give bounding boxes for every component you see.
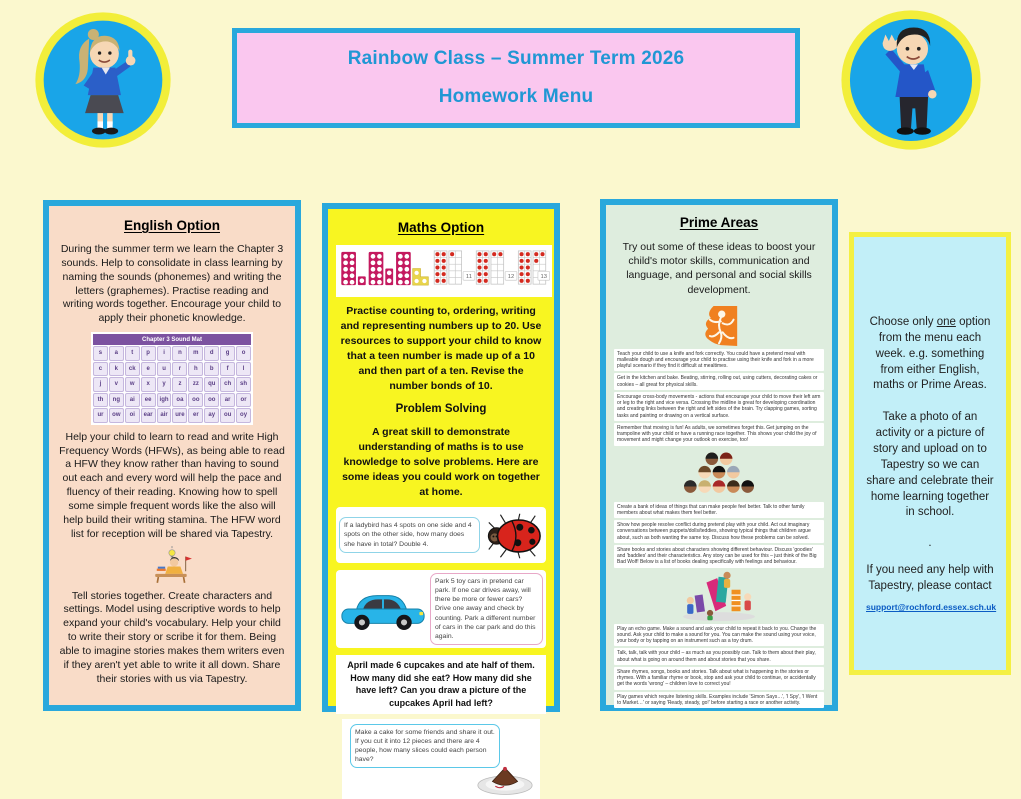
tip-item: Remember that moving is fun! As adults, we sometimes forget this. Get jumping on the trampoline with your child or have a running race together. This shows your child the joy of movement and might change your outlook on exercise, too!	[614, 423, 824, 446]
sound-tile: r	[172, 362, 187, 377]
sound-tile: p	[141, 346, 156, 361]
sound-tile: i	[157, 346, 172, 361]
sound-tile: oa	[172, 393, 187, 408]
sound-tile: c	[93, 362, 108, 377]
sound-tile: n	[172, 346, 187, 361]
ladybird-icon	[483, 510, 543, 560]
sound-tile: l	[236, 362, 251, 377]
sound-tile: th	[93, 393, 108, 408]
english-para-2: Help your child to learn to read and write High Frequency Words (HFWs), as being able to read a HFW they know rather than having to sound out each and every word will help the pace and fluency of their reading. Knowing how to spell some simple frequent words like the also will help build their writing stamina. The HFW word list for reception will be shared via Tapestry.	[59, 430, 285, 540]
english-option-panel	[43, 200, 301, 711]
dot-text: .	[928, 537, 932, 550]
sound-tile: ck	[125, 362, 140, 377]
choose-option-text-one: one	[936, 316, 956, 328]
maths-para-1: Practise counting to, ordering, writing and representing numbers up to 20. Use resources to support your child to know that a teen number is made up of a 10 and then part of a ten. Revise the number bonds of 10.	[340, 305, 542, 392]
tip-item: Create a bank of ideas of things that can make people feel better. Talk to other family members about what makes them feel better.	[614, 502, 824, 519]
sound-tile: f	[220, 362, 235, 377]
sound-tile: x	[141, 377, 156, 392]
svg-text:12: 12	[507, 273, 515, 280]
tip-item: Share rhymes, songs, books and stories. Talk about what is happening in the stories or rhymes. With a familiar rhyme or book, stop and ask your child to continue, or accidentally get the words 'wrong' – children love to correct you!	[614, 667, 824, 690]
sound-tile: er	[188, 408, 203, 423]
sound-tile: s	[93, 346, 108, 361]
storyteller-icon	[151, 548, 193, 584]
boy-pupil-avatar	[840, 6, 982, 159]
sound-tile: j	[93, 377, 108, 392]
sound-tile: e	[141, 362, 156, 377]
car-problem-text: Park 5 toy cars in pretend car park. If one car drives away, will there be more or fewer cars? Drive one away and check by counting. Park a different number of cars in the car park and do this again.	[430, 573, 543, 645]
page-title: Rainbow Class – Summer Term 2026	[347, 48, 685, 70]
toy-car-icon	[339, 586, 427, 632]
sound-tile: air	[157, 408, 172, 423]
sound-tile: h	[188, 362, 203, 377]
boy-pupil-waving-icon	[840, 6, 982, 154]
sound-tile: g	[220, 346, 235, 361]
playground-icon	[675, 570, 763, 622]
choose-option-text-c: option from the menu each week. e.g. something from either English, maths or Prime Areas.	[873, 316, 991, 392]
cake-icon	[474, 761, 536, 796]
sound-tile: b	[204, 362, 219, 377]
choose-option-text-a: Choose only	[869, 316, 937, 328]
cake-problem-card	[342, 719, 540, 799]
tip-item: Encourage cross-body movements - actions that encourage your child to move their left arm or leg to the right and vice versa. Crossing the midline is great for developing coordination and creating links between the right and left sides of the brain. Try clapping games, sorting tasks and painting or drawing on a vertical surface.	[614, 392, 824, 421]
faces-pyramid-icon	[677, 448, 761, 500]
sound-tile: z	[172, 377, 187, 392]
sound-tile: sh	[236, 377, 251, 392]
cake-problem-text: Make a cake for some friends and share it out. If you cut it into 12 pieces and there are 4 people, how many slices could each person have?	[350, 724, 500, 769]
sound-tile: v	[109, 377, 124, 392]
dancer-icon	[699, 305, 739, 347]
sound-tile: ay	[204, 408, 219, 423]
tip-item: Share books and stories about characters showing different behaviour. Discuss 'goodies' and 'baddies' and their characteristics. Any story can be used for this – just think of the Big Bad Wolf! Below is a list of books dealing specifically with feelings and behaviour.	[614, 545, 824, 568]
sound-mat-image	[91, 332, 253, 425]
sound-tile: w	[125, 377, 140, 392]
tip-item: Show how people resolve conflict during pretend play with your child. Act out imaginary conversations between puppets/dolls/teddies, showing typical things that children argue about, such as both wanting the same toy. Discuss how these problems can be solved.	[614, 520, 824, 543]
sound-tile: a	[109, 346, 124, 361]
tip-item: Play games which require listening skills. Examples include 'Simon Says…', 'I Spy', 'I Went to Market…' or saying 'Ready, steady, go!' before starting a race or another activity.	[614, 692, 824, 709]
sound-tile: oy	[236, 408, 251, 423]
tapestry-upload-text: Take a photo of an activity or a picture of story and upload on to Tapestry so we can share and celebrate their home learning together in school.	[866, 411, 994, 519]
english-heading: English Option	[124, 218, 220, 233]
numicon-tens-frames-image	[336, 245, 552, 297]
sound-tile: ear	[141, 408, 156, 423]
instructions-panel	[849, 232, 1011, 675]
communication-tips	[614, 624, 824, 709]
prime-heading: Prime Areas	[679, 215, 759, 230]
sound-tile: t	[125, 346, 140, 361]
maths-option-panel	[322, 203, 560, 764]
sound-tile: ow	[109, 408, 124, 423]
sound-tile: oi	[125, 408, 140, 423]
sound-tile: m	[188, 346, 203, 361]
sound-mat-grid	[93, 346, 251, 423]
maths-para-2: A great skill to demonstrate understanding of maths is to use knowledge to solve problems. Here are some ideas you could work on together at home.	[342, 426, 540, 499]
sound-tile: or	[236, 393, 251, 408]
ladybird-problem-card	[336, 507, 546, 563]
page-subtitle: Homework Menu	[438, 85, 594, 107]
support-email-link[interactable]: support@rochford.essex.sch.uk	[866, 602, 997, 613]
choose-option-text	[866, 315, 994, 394]
sound-tile: ch	[220, 377, 235, 392]
sound-tile: ou	[220, 408, 235, 423]
sound-tile: d	[204, 346, 219, 361]
sound-tile: oo	[204, 393, 219, 408]
sound-tile: u	[157, 362, 172, 377]
prime-areas-panel	[600, 199, 838, 711]
sound-tile: ai	[125, 393, 140, 408]
sound-tile: qu	[204, 377, 219, 392]
help-contact-text: If you need any help with Tapestry, please contact	[866, 564, 994, 593]
problem-solving-subheading: Problem Solving	[395, 403, 487, 416]
sound-tile: k	[109, 362, 124, 377]
sound-tile: zz	[188, 377, 203, 392]
cupcake-problem-text: April made 6 cupcakes and ate half of them. How many did she eat? How many did she have left? Can you draw a picture of the cupcakes April had left?	[336, 655, 546, 713]
prime-intro: Try out some of these ideas to boost your child's motor skills, communication and language, and personal and social skills development.	[622, 241, 816, 296]
tip-item: Play an echo game. Make a sound and ask your child to repeat it back to you. Change the sound. Ask your child to make a sound for you. You can make the sound using your voice, your body or by tapping on an instrument such as a toy drum.	[614, 624, 824, 647]
car-problem-card	[336, 570, 546, 648]
svg-text:11: 11	[465, 273, 472, 280]
physical-tips	[614, 349, 824, 446]
sound-tile: ure	[172, 408, 187, 423]
sound-tile: ur	[93, 408, 108, 423]
tip-item: Teach your child to use a knife and fork correctly. You could have a pretend meal with malleable dough and encourage your child to practise using their knife and fork in a more playful scenario if they find it difficult at mealtimes.	[614, 349, 824, 372]
tip-item: Talk, talk, talk with your child – as much as you possibly can. Talk to them about their play, about what is going on around them and about stories that you share.	[614, 648, 824, 665]
sound-tile: y	[157, 377, 172, 392]
sound-tile: igh	[157, 393, 172, 408]
sound-mat-title: Chapter 3 Sound Mat	[93, 334, 251, 345]
sound-tile: o	[236, 346, 251, 361]
sound-tile: ng	[109, 393, 124, 408]
girl-pupil-thumbs-up-icon	[34, 8, 172, 152]
maths-heading: Maths Option	[397, 220, 485, 235]
ladybird-problem-text: If a ladybird has 4 spots on one side and 4 spots on the other side, how many does she have in total? Double 4.	[339, 517, 480, 553]
english-para-3: Tell stories together. Create characters and settings. Model using descriptive words to help expand your child's vocabulary. Help your child to write their story or scribe it for them. Being able to imagine stories makes them writers even if they aren't yet able to write it all down. Share their stories with us via Tapestry.	[59, 589, 285, 685]
social-tips	[614, 502, 824, 568]
sound-tile: ee	[141, 393, 156, 408]
english-para-1: During the summer term we learn the Chapter 3 sounds. Help to consolidate in class learning by naming the sounds (phonemes) and writing the letters (graphemes). Practise reading and writing words together. Encourage your child to apply their phonetic knowledge.	[60, 243, 284, 325]
svg-text:13: 13	[540, 273, 548, 280]
sound-tile: oo	[188, 393, 203, 408]
header-banner	[232, 28, 800, 128]
tip-item: Get in the kitchen and bake. Beating, stirring, rolling out, using cutters, decorating cakes or cookies – all great for physical skills.	[614, 373, 824, 390]
sound-tile: ar	[220, 393, 235, 408]
girl-pupil-avatar	[34, 8, 172, 157]
